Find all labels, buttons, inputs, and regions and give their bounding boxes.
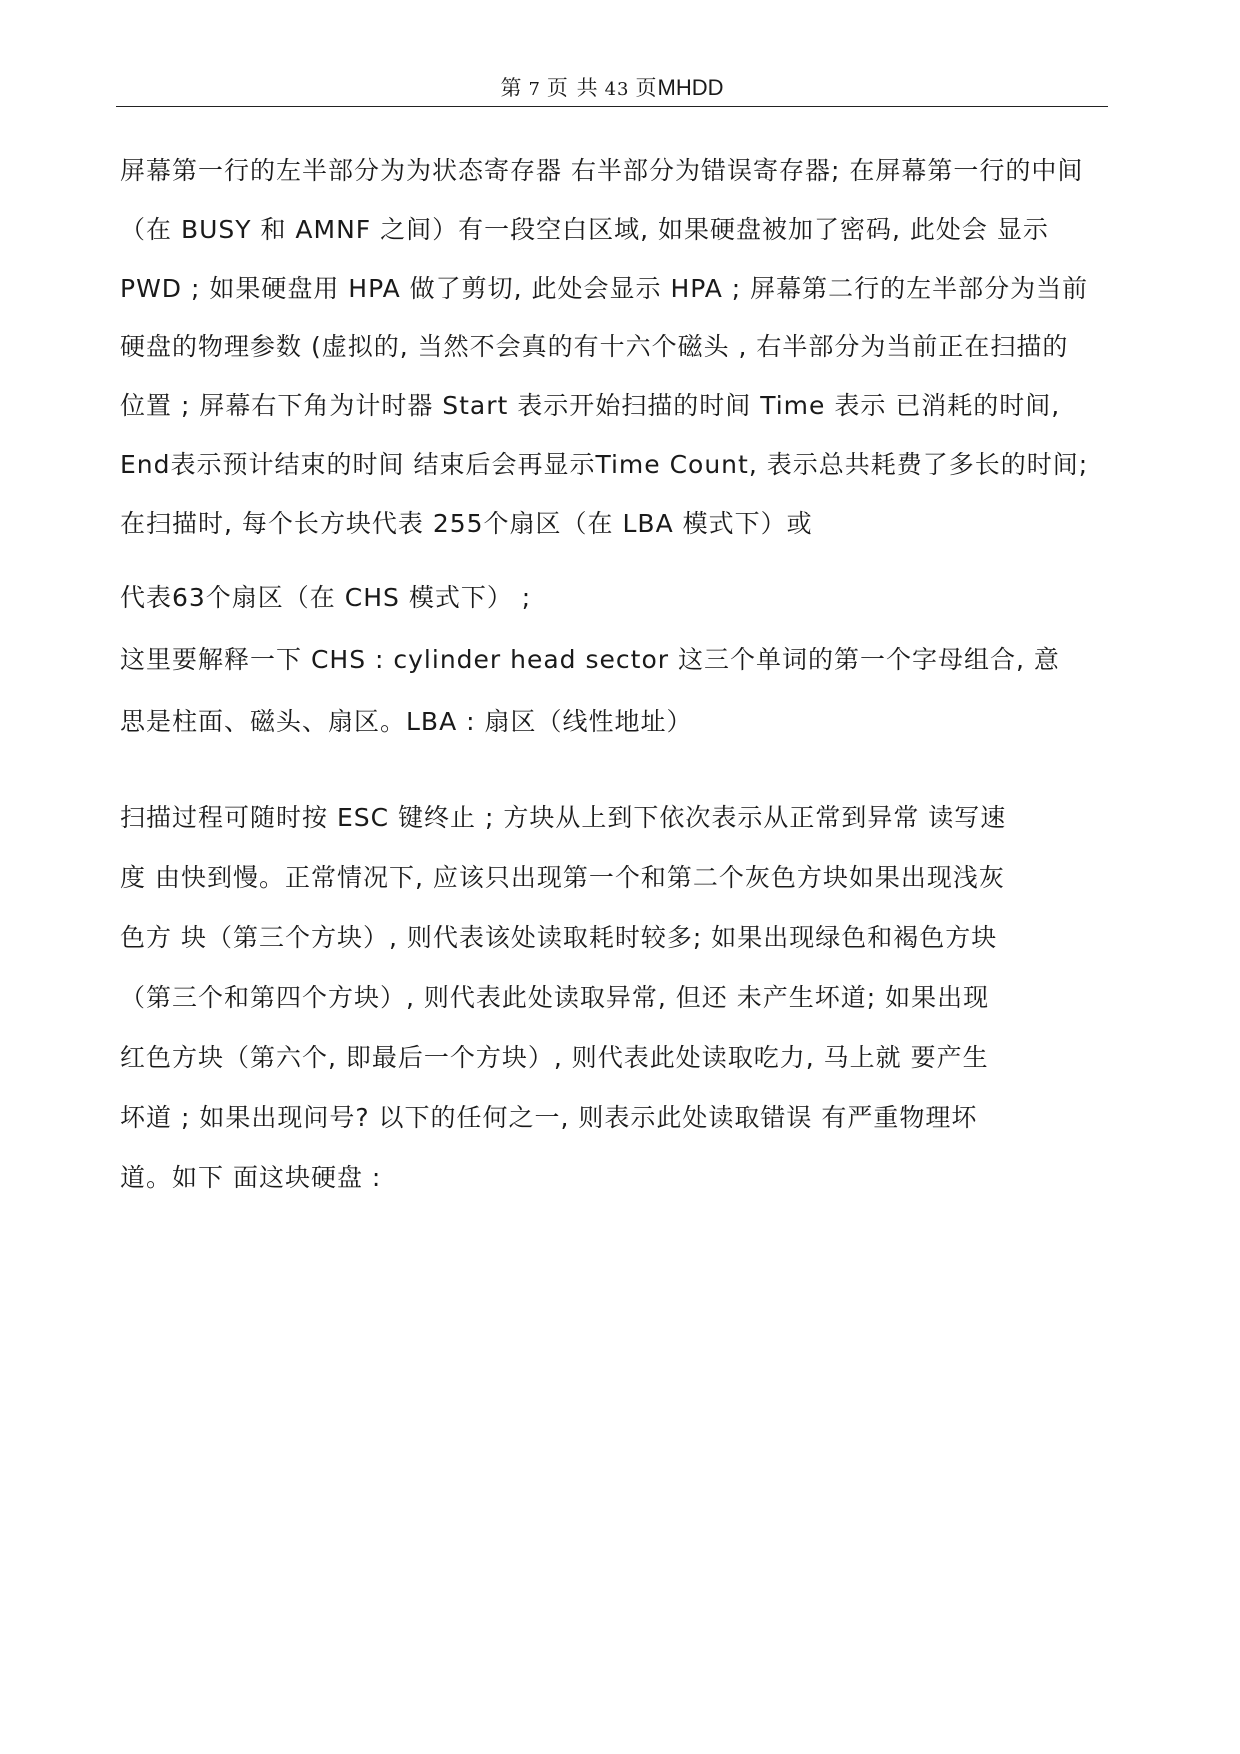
page-number-label: 第 7 页 共 43 页: [500, 76, 658, 100]
text-line: 道。如下 面这块硬盘 :: [120, 1163, 382, 1192]
text-line: 这里要解释一下 CHS : cylinder head sector 这三个单词的第一个字母组合, 意: [120, 645, 1060, 674]
text-line: 在扫描时, 每个长方块代表 255个扇区（在 LBA 模式下）或: [120, 509, 813, 538]
text-line: 扫描过程可随时按 ESC 键终止 ; 方块从上到下依次表示从正常到异常 读写速: [120, 803, 1007, 832]
text-line: （在 BUSY 和 AMNF 之间）有一段空白区域, 如果硬盘被加了密码, 此处会 显示: [120, 215, 1049, 244]
text-line: 思是柱面、磁头、扇区。LBA : 扇区（线性地址）: [120, 707, 693, 736]
total-page-number: 43: [604, 79, 630, 100]
text-line-chs-mode: 代表63个扇区（在 CHS 模式下） ;: [120, 583, 532, 612]
text-line: PWD ; 如果硬盘用 HPA 做了剪切, 此处会显示 HPA ; 屏幕第二行的左半部分为当前: [120, 274, 1089, 303]
document-title: MHDD: [657, 75, 724, 100]
text-line: （第三个和第四个方块）, 则代表此处读取异常, 但还 未产生坏道; 如果出现: [120, 983, 990, 1012]
text-line: 色方 块（第三个方块）, 则代表该处读取耗时较多; 如果出现绿色和褐色方块: [120, 923, 998, 952]
text-line: 硬盘的物理参数 (虚拟的, 当然不会真的有十六个磁头 , 右半部分为当前正在扫描的: [120, 332, 1069, 361]
text-line: 度 由快到慢。正常情况下, 应该只出现第一个和第二个灰色方块如果出现浅灰: [120, 863, 1005, 892]
current-page-number: 7: [528, 79, 541, 100]
text-line: 坏道 ; 如果出现问号? 以下的任何之一, 则表示此处读取错误 有严重物理坏: [120, 1103, 978, 1132]
page-header: [116, 70, 1108, 107]
text-line: 红色方块（第六个, 即最后一个方块）, 则代表此处读取吃力, 马上就 要产生: [120, 1043, 989, 1072]
text-line: 屏幕第一行的左半部分为为状态寄存器 右半部分为错误寄存器; 在屏幕第一行的中间: [120, 156, 1084, 185]
text-line: 位置 ; 屏幕右下角为计时器 Start 表示开始扫描的时间 Time 表示 已消耗的时间,: [120, 391, 1061, 420]
text-line: End表示预计结束的时间 结束后会再显示Time Count, 表示总共耗费了多长的时间;: [120, 450, 1089, 479]
